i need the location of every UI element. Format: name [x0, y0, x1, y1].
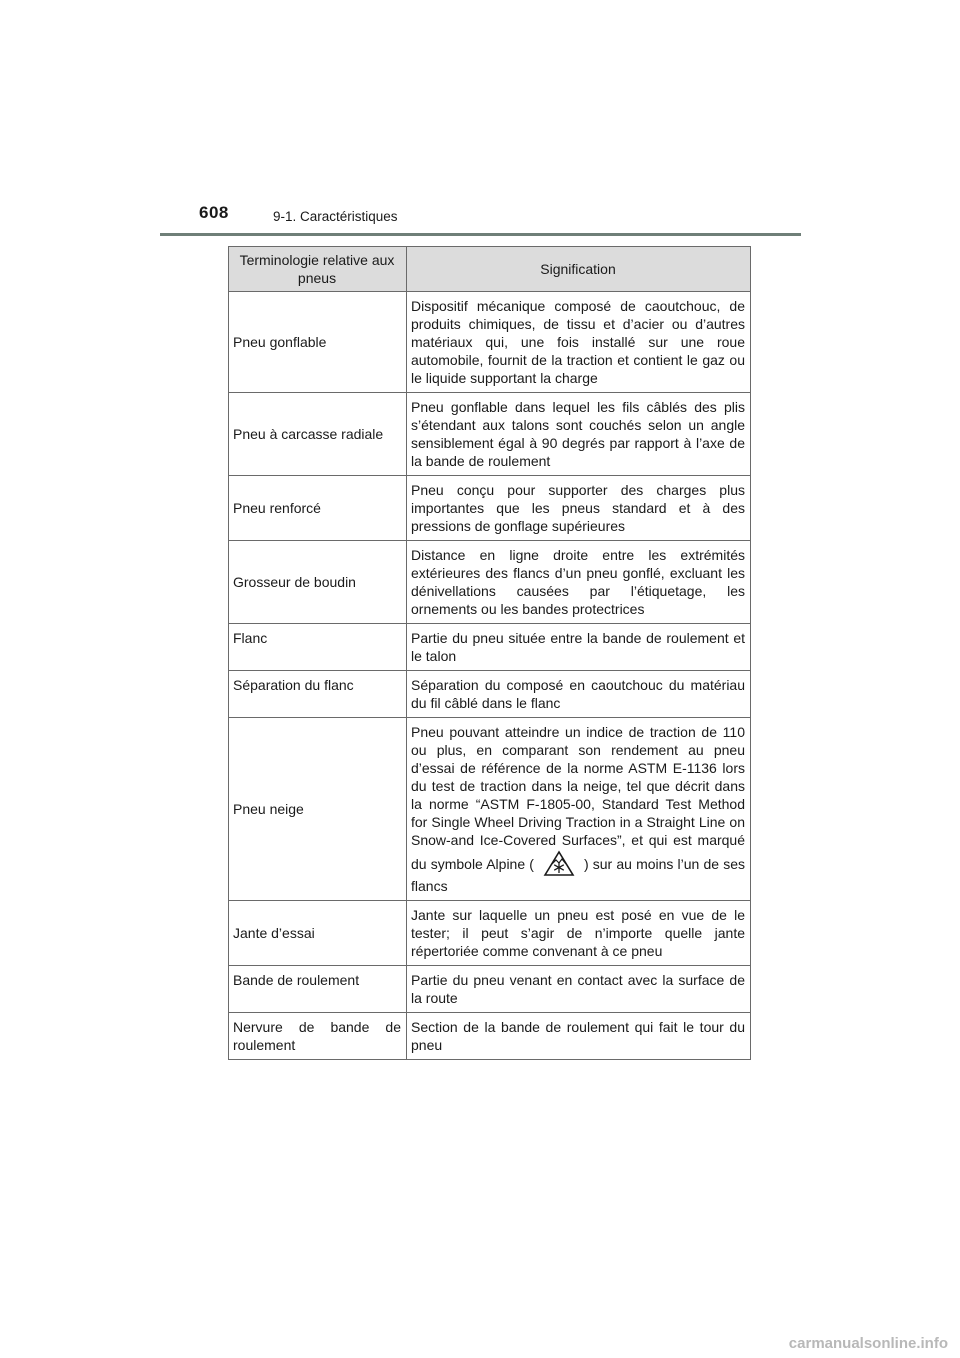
- term-cell: Pneu renforcé: [229, 476, 407, 541]
- term-cell: Séparation du flanc: [229, 671, 407, 718]
- meaning-cell: Pneu gonflable dans lequel les fils câblés des plis s’étendant aux talons sont couchés selon un angle sensiblement égal à 90 degrés par rapport à l’axe de la bande de roulement: [407, 393, 751, 476]
- column-header-term: Terminologie relative aux pneus: [229, 247, 407, 292]
- term-cell: Bande de roulement: [229, 966, 407, 1013]
- table-header-row: [229, 247, 751, 292]
- table-row: [229, 624, 751, 671]
- meaning-cell: Dispositif mécanique composé de caoutchouc, de produits chimiques, de tissu et d’acier ou d’autres matériaux qui, une fois installé sur une roue automobile, fournit de la traction et contient le gaz ou le liquide supportant la charge: [407, 292, 751, 393]
- meaning-cell: Séparation du composé en caoutchouc du matériau du fil câblé dans le flanc: [407, 671, 751, 718]
- table-row: [229, 476, 751, 541]
- term-cell: Pneu à carcasse radiale: [229, 393, 407, 476]
- meaning-cell: Pneu conçu pour supporter des charges plus importantes que les pneus standard et à des pressions de gonflage supérieures: [407, 476, 751, 541]
- meaning-cell: Jante sur laquelle un pneu est posé en vue de le tester; il peut s’agir de n’importe quelle jante répertoriée comme convenant à ce pneu: [407, 901, 751, 966]
- term-cell: Nervure de bande de roulement: [229, 1013, 407, 1060]
- meaning-cell: Distance en ligne droite entre les extrémités extérieures des flancs d’un pneu gonflé, excluant les dénivellations causées par l’étiquetage, les ornements ou les bandes protectrices: [407, 541, 751, 624]
- meaning-cell: [407, 718, 751, 901]
- tire-terminology-table: [228, 246, 751, 1060]
- table-row: [229, 541, 751, 624]
- table-row: [229, 671, 751, 718]
- table-row: [229, 292, 751, 393]
- table-row: [229, 901, 751, 966]
- section-title: 9-1. Caractéristiques: [273, 209, 398, 224]
- term-cell: Flanc: [229, 624, 407, 671]
- column-header-meaning: Signification: [407, 247, 751, 292]
- meaning-cell: Section de la bande de roulement qui fait le tour du pneu: [407, 1013, 751, 1060]
- meaning-text-after-icon: ) sur au moins l’un de ses flancs: [411, 856, 745, 894]
- watermark: carmanualsonline.info: [788, 1335, 948, 1352]
- term-cell: Jante d’essai: [229, 901, 407, 966]
- term-cell: Pneu neige: [229, 718, 407, 901]
- table-row: [229, 718, 751, 901]
- meaning-cell: Partie du pneu située entre la bande de roulement et le talon: [407, 624, 751, 671]
- header-rule: [160, 233, 801, 236]
- table-row: [229, 393, 751, 476]
- table-row: [229, 966, 751, 1013]
- table-row: [229, 1013, 751, 1060]
- meaning-cell: Partie du pneu venant en contact avec la surface de la route: [407, 966, 751, 1013]
- page-number: 608: [199, 203, 229, 222]
- meaning-text-before-icon: Pneu pouvant atteindre un indice de traction de 110 ou plus, en comparant son rendement au pneu d’essai de référence de la norme ASTM E-1136 lors du test de traction dans la neige, tel que décrit dans la norme “ASTM F-1805-00, Standard Test Method for Single Wheel Driving Traction in a Straight Line on Snow-and Ice-Covered Surfaces”, et qui est marqué du symbole Alpine (: [411, 724, 745, 872]
- alpine-snow-mountain-icon: [542, 849, 576, 877]
- term-cell: Grosseur de boudin: [229, 541, 407, 624]
- term-cell: Pneu gonflable: [229, 292, 407, 393]
